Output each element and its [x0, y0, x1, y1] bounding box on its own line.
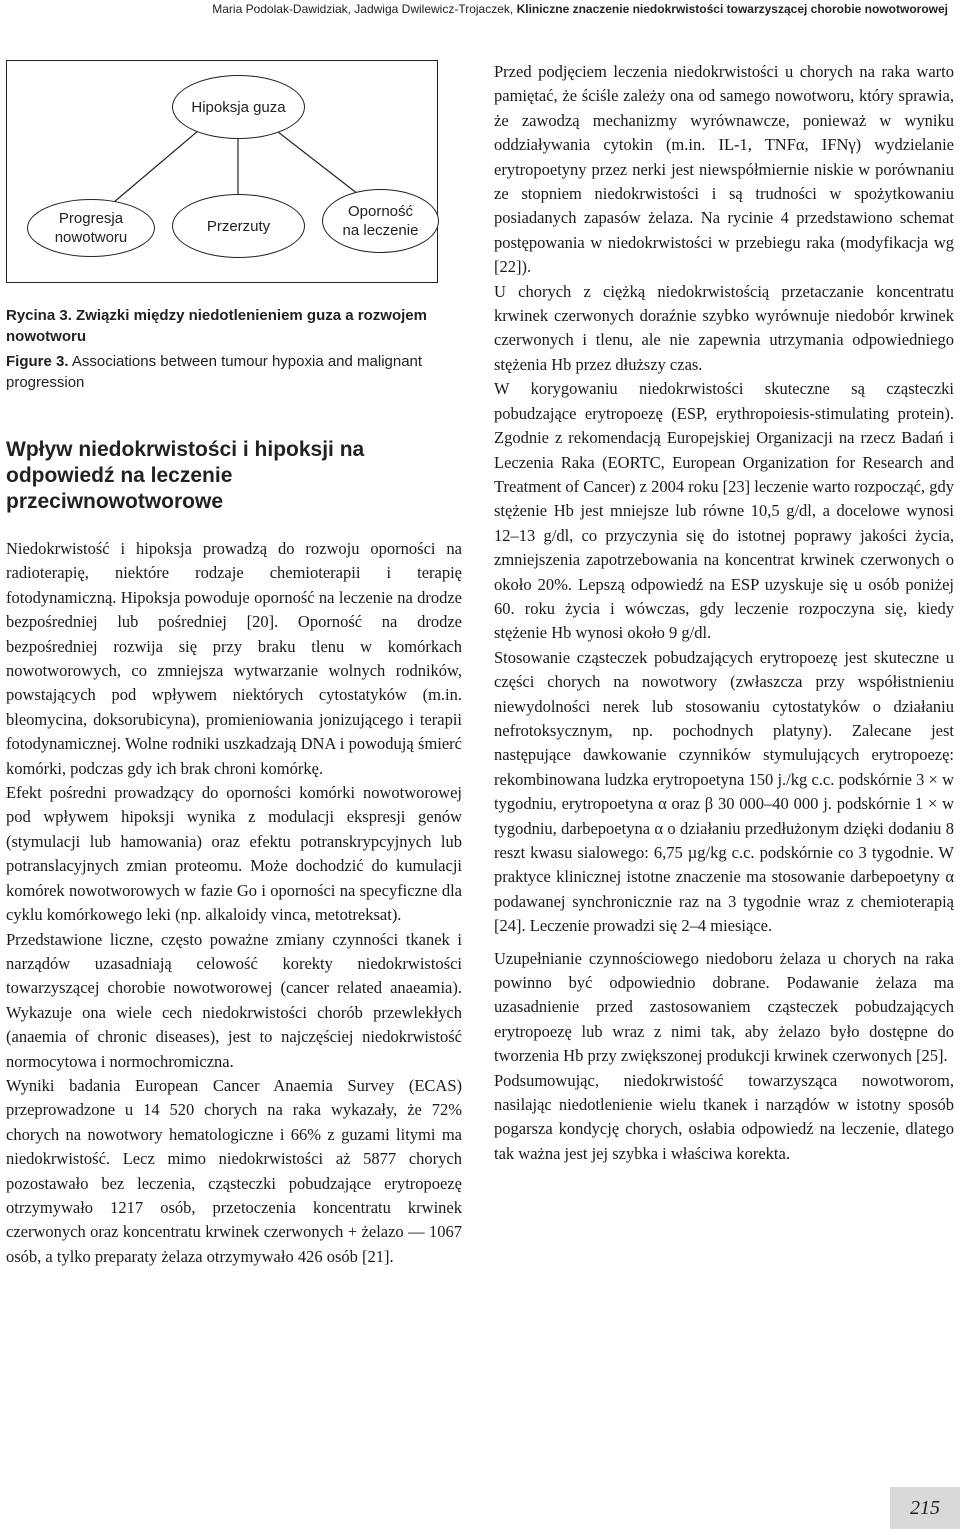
header-authors: Maria Podolak-Dawidziak, Jadwiga Dwilewicz-Trojaczek,	[212, 2, 514, 16]
right-paragraph-5: Uzupełnianie czynnościowego niedoboru żelaza u chorych na raka powinno być odpowiednio dobrane. Podawanie żelaza ma uzasadnienie przed zastosowaniem cząsteczek pobudzających erytropoezę lub wraz z nimi tak, aby żelazo było dostępne do tworzenia Hb przy zwiększonej produkcji krwinek czerwonych [25].	[494, 948, 954, 1066]
arrow-hypoxia-to-progression	[107, 125, 205, 208]
right-paragraph-3: W korygowaniu niedokrwistości skuteczne są cząsteczki pobudzające erytropoezę (ESP, erythropoiesis-stimulating protein). Zgodnie z rekomendacją Europejskiej Organizacji na rzecz Badań i Leczenia Raka (EORTC, European Organization for Research and Treatment of Cancer) z 2004 roku [23] leczenie warto rozpocząć, gdy stężenie Hb jest mniejsze lub równe 10,5 g/dl, a docelowe wynosi 12–13 g/dl, co przyczynia się do istotnej poprawy jakości życia, zmniejszenia zapotrzebowania na koncentrat krwinek czerwonych o około 20%. Lepszą odpowiedź na ESP uzyskuje się u osób poniżej 60. roku życia i wówczas, gdy leczenie rozpoczyna się, kiedy stężenie Hb wynosi około 9 g/dl.	[494, 379, 954, 643]
page-number-box	[890, 1487, 960, 1529]
node-tumour-hypoxia	[172, 75, 305, 139]
running-header	[0, 0, 960, 26]
node-resistance-line2: na leczenie	[342, 222, 419, 239]
right-column	[494, 60, 954, 1166]
right-paragraph-6: Podsumowując, niedokrwistość towarzysząca nowotworom, nasilając niedotlenienie wielu tkanek i narządów w istotny sposób pogarsza kondycję chorych, osłabia odpowiedź na leczenie, dlatego tak ważna jest jej szybka i właściwa korekta.	[494, 1070, 954, 1163]
page-number: 215	[910, 1496, 940, 1519]
caption-en-label: Figure 3.	[6, 353, 69, 370]
node-progression-line1: Progresja	[58, 210, 124, 227]
node-tumour-hypoxia-label: Hipoksja guza	[191, 98, 286, 116]
figure-3-diagram	[6, 60, 438, 283]
node-metastasis-label: Przerzuty	[206, 217, 271, 235]
right-paragraph-2: U chorych z ciężką niedokrwistością przetaczanie koncentratu krwinek czerwonych doraźnie szybko wyrównuje niedobór krwinek czerwonych i tlenu, ale nie zapewnia utrzymania odpowiedniego stężenia Hb przez dłuższy czas.	[494, 281, 954, 374]
left-paragraph-2: Efekt pośredni prowadzący do oporności komórki nowotworowej pod wpływem hipoksji wynika z modulacji ekspresji genów (stymulacji lub hamowania) oraz efektu potranskrypcyjnych lub potranslacyjnych zmian proteomu. Może dochodzić do kumulacji komórek nowotworowych w fazie Go i oporności na specyficzne dla cyklu komórkowego leki (np. alkaloidy vinca, metotreksat).	[6, 783, 462, 925]
left-column	[6, 537, 462, 1269]
section-heading: Wpływ niedokrwistości i hipoksji na odpowiedź na leczenie przeciwnowotworowe	[6, 438, 365, 513]
header-title: Kliniczne znaczenie niedokrwistości towarzyszącej chorobie nowotworowej	[516, 2, 948, 16]
node-progression-line2: nowotworu	[54, 229, 128, 246]
left-paragraph-3: Przedstawione liczne, często poważne zmiany czynności tkanek i narządów uzasadniają celowość korekty niedokrwistości towarzyszącej chorobie nowotworowej (cancer related anaeamia). Wykazuje ona wiele cech niedokrwistości chorób przewlekłych (anaemia of chronic diseases), jest to najczęściej niedokrwistość normocytowa i normochromiczna.	[6, 929, 462, 1071]
caption-pl-text: Związki między niedotlenieniem guza a rozwojem nowotworu	[6, 307, 427, 345]
right-paragraph-1: Przed podjęciem leczenia niedokrwistości u chorych na raka warto pamiętać, że ściśle zależy ona od samego nowotworu, który sprawia, że zawodzą mechanizmy wyrównawcze, ponieważ w wyniku oddziaływania cytokin (m.in. IL-1, TNFα, IFNγ) wydzielanie erytropoetyny przez nerki jest niewspółmiernie niskie w porównaniu ze stopniem niedokrwistości i są trudności w spożytkowaniu posiadanych zapasów żelaza. Na rycinie 4 przedstawiono schemat postępowania w niedokrwistości w przebiegu raka (modyfikacja wg [22]).	[494, 62, 954, 277]
node-tumour-progression	[27, 199, 155, 257]
node-metastasis	[172, 194, 305, 258]
caption-pl-label: Rycina 3.	[6, 307, 72, 324]
arrow-hypoxia-to-resistance	[269, 125, 367, 201]
node-tumour-progression-label	[55, 209, 128, 247]
right-paragraph-4: Stosowanie cząsteczek pobudzających erytropoezę jest skuteczne u części chorych na nowotwory (zwłaszcza przy współistnieniu niewydolności nerek lub stosowaniu cytostatyków o działaniu nefrotoksycznym, np. pochodnych platyny). Zalecane jest następujące dawkowanie czynników stymulujących erytropoezę: rekombinowana ludzka erytropoetyna 150 j./kg c.c. podskórnie 3 × w tygodniu, erytropoetyna α oraz β 30 000–40 000 j. podskórnie 1 × w tygodniu, darbepoetyna α o działaniu przedłużonym dzięki dodaniu 8 reszt kwasu sialowego: 6,75 µg/kg c.c. podskórnie co 3 tygodnie. W praktyce klinicznej istotne znaczenie ma stosowanie darbepoetyny α podawanej synchronicznie raz na 3 tygodnie wraz z chemioterapią [24]. Leczenie prowadzi się 2–4 miesiące.	[494, 647, 954, 936]
caption-en-text: Associations between tumour hypoxia and malignant progression	[6, 353, 423, 391]
node-treatment-resistance	[322, 189, 439, 253]
node-treatment-resistance-label	[343, 202, 419, 240]
node-resistance-line1: Oporność	[347, 203, 414, 220]
figure-caption-english	[6, 351, 440, 393]
left-paragraph-1: Niedokrwistość i hipoksja prowadzą do rozwoju oporności na radioterapię, niektóre rodzaje chemioterapii i terapię fotodynamiczną. Hipoksja powoduje oporność na leczenie na drodze bezpośredniej lub pośredniej [20]. Oporność na drodze bezpośredniej rozwija się przy braku tlenu w komórkach nowotworowych, co zmniejsza wytwarzanie wolnych rodników, powstających pod wpływem niektórych cytostatyków (m.in. bleomycina, doksorubicyna), promieniowania jonizującego i terapii fotodynamicznej. Wolne rodniki uszkadzają DNA i powodują śmierć komórki, podczas gdy ich brak chroni komórkę.	[6, 539, 462, 778]
figure-caption-polish	[6, 305, 440, 347]
left-paragraph-4: Wyniki badania European Cancer Anaemia Survey (ECAS) przeprowadzone u 14 520 chorych na raka wykazały, że 72% chorych na nowotwory hematologiczne i 66% z guzami litymi ma niedokrwistość. Lecz mimo niedokrwistości aż 5877 chorych pozostawało bez leczenia, cząsteczki pobudzające erytropoezę otrzymywało 1217 osób, przetoczenia koncentratu krwinek czerwonych oraz koncentratu krwinek czerwonych + żelazo — 1067 osób, a tylko preparaty żelaza otrzymywało 426 osób [21].	[6, 1075, 462, 1266]
